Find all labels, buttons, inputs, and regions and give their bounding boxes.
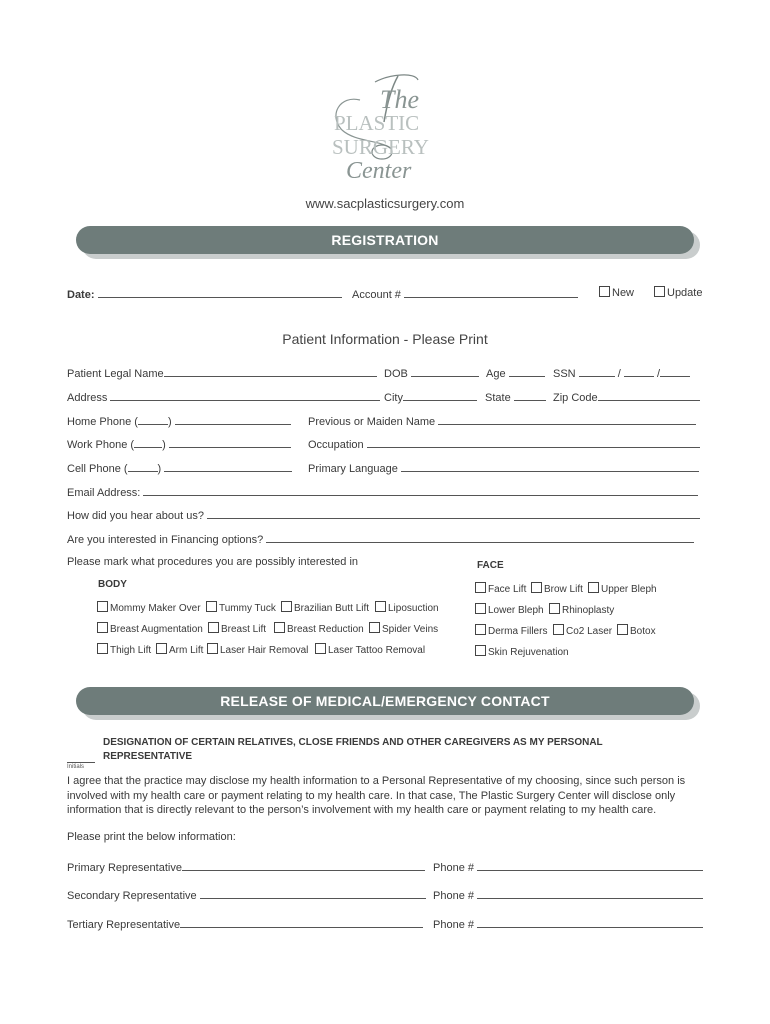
date-field[interactable]: Date: [67, 287, 342, 301]
checkbox-botox[interactable]: Botox [617, 624, 656, 637]
secondary-representative-field[interactable]: Secondary Representative [67, 888, 426, 902]
checkbox-face-lift[interactable]: Face Lift [475, 582, 526, 595]
ssn-field[interactable]: SSN / / [553, 366, 690, 380]
new-checkbox[interactable]: New [599, 286, 634, 299]
update-checkbox[interactable]: Update [654, 286, 702, 299]
zip-field[interactable]: Zip Code [553, 390, 700, 404]
checkbox-mommy-makeover[interactable]: Mommy Maker Over [97, 601, 201, 614]
checkbox-derma-fillers[interactable]: Derma Fillers [475, 624, 547, 637]
website-url: www.sacplasticsurgery.com [305, 196, 465, 211]
tertiary-representative-field[interactable]: Tertiary Representative [67, 917, 423, 931]
release-title: RELEASE OF MEDICAL/EMERGENCY CONTACT [76, 687, 694, 715]
checkbox-brow-lift[interactable]: Brow Lift [531, 582, 583, 595]
checkbox-laser-tattoo-removal[interactable]: Laser Tattoo Removal [315, 643, 425, 656]
checkbox-lower-bleph[interactable]: Lower Bleph [475, 603, 544, 616]
maiden-name-field[interactable]: Previous or Maiden Name [308, 414, 696, 428]
designation-heading: DESIGNATION OF CERTAIN RELATIVES, CLOSE FRIENDS AND OTHER CAREGIVERS AS MY PERSONAL REPRESENTATIVE [103, 737, 603, 762]
procedures-prompt: Please mark what procedures you are possibly interested in [67, 556, 359, 568]
checkbox-spider-veins[interactable]: Spider Veins [369, 622, 438, 635]
logo-center: Center [346, 158, 412, 184]
plastic-surgery-center-logo [320, 70, 450, 185]
body-heading: BODY [98, 579, 127, 590]
logo-surgery: SURGERY [332, 135, 429, 159]
checkbox-breast-reduction[interactable]: Breast Reduction [274, 622, 364, 635]
checkbox-skin-rejuvenation[interactable]: Skin Rejuvenation [475, 645, 569, 658]
checkbox-thigh-lift[interactable]: Thigh Lift [97, 643, 151, 656]
checkbox-laser-hair-removal[interactable]: Laser Hair Removal [207, 643, 308, 656]
logo-the: The [380, 85, 419, 114]
primary-phone-field[interactable]: Phone # [433, 860, 703, 874]
registration-title: REGISTRATION [76, 226, 694, 254]
tertiary-phone-field[interactable]: Phone # [433, 917, 703, 931]
logo-plastic: PLASTIC [334, 111, 420, 135]
city-field[interactable]: City [384, 390, 477, 404]
checkbox-upper-bleph[interactable]: Upper Bleph [588, 582, 657, 595]
initials-field[interactable]: Initials [67, 752, 95, 770]
agreement-paragraph: I agree that the practice may disclose my health information to a Personal Representative of my choosing, since such person is involved with my health care or payment relating to my health care. In that case, The Plastic Surgery Center will disclose only information that is directly relevant to the person’s involvement with my health care or payment relating to my health care. [67, 775, 686, 816]
face-heading: FACE [477, 560, 504, 571]
cell-phone-field[interactable]: Cell Phone ( ) [67, 461, 292, 475]
account-field[interactable]: Account # [352, 287, 578, 301]
release-banner [76, 687, 694, 715]
primary-representative-field[interactable]: Primary Representative [67, 860, 425, 874]
checkbox-arm-lift[interactable]: Arm Lift [156, 643, 203, 656]
checkbox-brazilian-butt-lift[interactable]: Brazilian Butt Lift [281, 601, 369, 614]
checkbox-co2-laser[interactable]: Co2 Laser [553, 624, 612, 637]
home-phone-field[interactable]: Home Phone ( ) [67, 414, 291, 428]
secondary-phone-field[interactable]: Phone # [433, 888, 703, 902]
hear-about-us-field[interactable]: How did you hear about us? [67, 508, 700, 522]
legal-name-field[interactable]: Patient Legal Name [67, 366, 377, 380]
dob-field[interactable]: DOB [384, 366, 479, 380]
patient-info-heading: Patient Information - Please Print [282, 331, 488, 347]
financing-field[interactable]: Are you interested in Financing options? [67, 532, 694, 546]
state-field[interactable]: State [485, 390, 546, 404]
checkbox-breast-augmentation[interactable]: Breast Augmentation [97, 622, 203, 635]
age-field[interactable]: Age [486, 366, 545, 380]
email-field[interactable]: Email Address: [67, 485, 698, 499]
occupation-field[interactable]: Occupation [308, 437, 700, 451]
checkbox-rhinoplasty[interactable]: Rhinoplasty [549, 603, 614, 616]
print-below-label: Please print the below information: [67, 831, 236, 843]
checkbox-breast-lift[interactable]: Breast Lift [208, 622, 266, 635]
checkbox-tummy-tuck[interactable]: Tummy Tuck [206, 601, 276, 614]
checkbox-liposuction[interactable]: Liposuction [375, 601, 439, 614]
address-field[interactable]: Address [67, 390, 380, 404]
work-phone-field[interactable]: Work Phone ( ) [67, 437, 291, 451]
primary-language-field[interactable]: Primary Language [308, 461, 699, 475]
registration-banner [76, 226, 694, 254]
